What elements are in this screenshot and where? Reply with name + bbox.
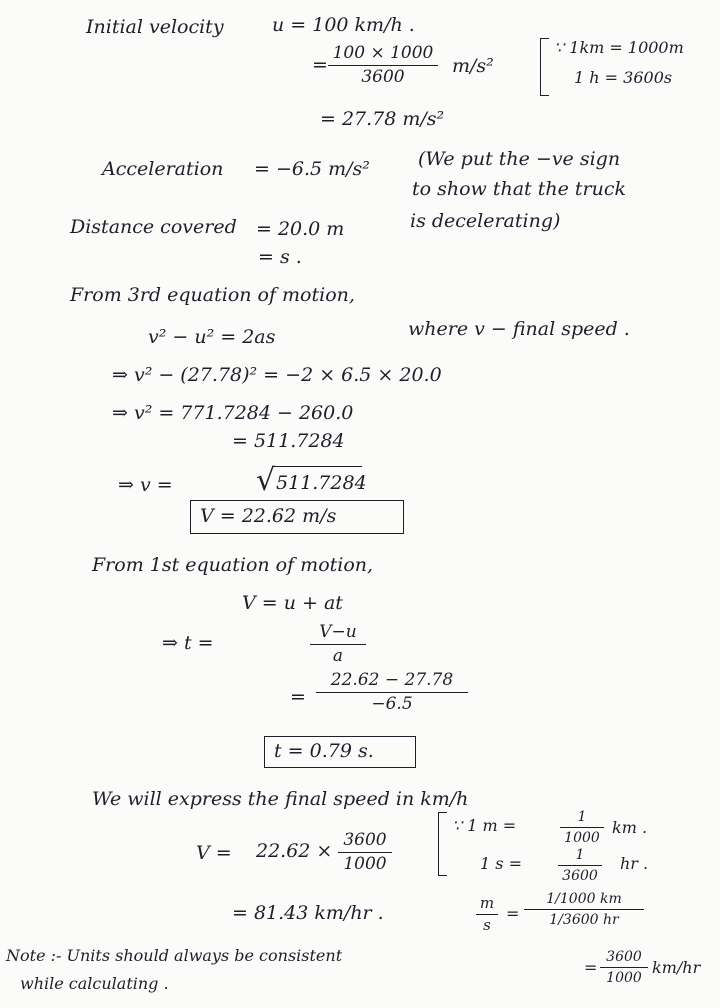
first-equation-formula: V = u + at (242, 592, 343, 614)
conversion-unit: m/s² (452, 55, 494, 77)
kmh-conversion-lead: 22.62 × (256, 840, 333, 862)
acceleration-remark-1: (We put the −ve sign (418, 148, 621, 170)
ms-ratio-final-num: 3600 (606, 949, 642, 965)
conversion-numerator: 100 × 1000 (332, 43, 434, 63)
ms-ratio-final-fraction (600, 950, 648, 985)
conversion-equals: = (312, 54, 328, 76)
ms-ratio-compound-num: 1/1000 km (546, 891, 622, 907)
unit-note-second-unit: hr . (620, 854, 649, 873)
acceleration-remark-3: is decelerating) (410, 210, 561, 232)
unit-note-second-den: 3600 (562, 868, 598, 884)
square-root-sign: √ (256, 463, 276, 498)
express-final-speed: We will express the final speed in km/h (92, 788, 469, 810)
acceleration-remark-2: to show that the truck (412, 178, 626, 200)
note-km: ∵ 1km = 1000m (554, 38, 684, 57)
note-hour: 1 h = 3600s (574, 68, 673, 87)
v-squared-step: ⇒ v² = 771.7284 − 260.0 (112, 402, 354, 424)
time-substitution-equals: = (290, 686, 306, 708)
final-speed-result: V = 22.62 m/s (200, 505, 337, 527)
time-prefix: ⇒ t = (162, 632, 214, 654)
time-numerator: V−u (319, 622, 357, 642)
unit-note-second-num: 1 (575, 847, 585, 863)
ms-ratio-num: m (479, 894, 495, 912)
unit-note-metre-num: 1 (577, 809, 587, 825)
first-equation-title: From 1st equation of motion, (92, 554, 374, 576)
time-substitution-numerator: 22.62 − 27.78 (330, 670, 454, 690)
third-equation-title: From 3rd equation of motion, (70, 284, 355, 306)
v-root-prefix: ⇒ v = (118, 474, 173, 496)
unit-note-second: 1 s = (480, 854, 522, 873)
initial-velocity-ms: = 27.78 m/s² (320, 108, 445, 130)
ms-ratio-final-unit: km/hr (652, 958, 701, 977)
third-equation-formula: v² − u² = 2as (148, 326, 276, 348)
substitution-step: ⇒ v² − (27.78)² = −2 × 6.5 × 20.0 (112, 364, 442, 386)
v-squared-value: = 511.7284 (232, 430, 345, 452)
unit-note-second-fraction (558, 848, 602, 883)
distance-label: Distance covered (70, 216, 237, 238)
footer-note-line-2: while calculating . (20, 974, 169, 993)
acceleration-value: = −6.5 m/s² (254, 158, 370, 180)
ms-ratio-final-equals: = (584, 958, 598, 977)
unit-note-metre: ∵ 1 m = (452, 816, 517, 835)
time-result: t = 0.79 s. (274, 740, 374, 762)
initial-velocity-value: u = 100 km/h . (272, 14, 415, 36)
distance-variable: = s . (258, 246, 302, 268)
ms-ratio-final-den: 1000 (606, 970, 642, 986)
initial-velocity-label: Initial velocity (86, 16, 224, 38)
acceleration-label: Acceleration (102, 158, 224, 180)
conversion-fraction (328, 45, 438, 86)
time-substitution-denominator: −6.5 (371, 694, 413, 714)
time-substitution-fraction (316, 672, 468, 713)
footer-note-line-1: Note :- Units should always be consistent (6, 946, 343, 965)
final-speed-kmh: = 81.43 km/hr . (232, 902, 384, 924)
unit-note-metre-den: 1000 (564, 830, 600, 846)
time-fraction (310, 624, 366, 665)
kmh-conversion-numerator: 3600 (343, 830, 387, 850)
ms-ratio (476, 896, 498, 933)
distance-value: = 20.0 m (256, 218, 345, 240)
ms-ratio-den: s (483, 916, 491, 934)
unit-note-bracket (438, 812, 447, 876)
time-denominator: a (332, 646, 344, 666)
square-root-bar (272, 466, 362, 467)
ms-ratio-compound (524, 892, 644, 927)
conversion-denominator: 3600 (361, 67, 405, 87)
final-speed-definition: where v − final speed . (408, 318, 630, 340)
kmh-conversion-denominator: 1000 (343, 854, 387, 874)
unit-note-metre-unit: km . (612, 818, 648, 837)
ms-ratio-compound-den: 1/3600 hr (549, 912, 619, 928)
kmh-conversion-prefix: V = (196, 842, 232, 864)
kmh-conversion-fraction (338, 832, 392, 873)
v-root-radicand: 511.7284 (276, 472, 367, 494)
ms-ratio-equals: = (506, 904, 520, 923)
unit-note-metre-fraction (560, 810, 604, 845)
note-bracket (540, 38, 549, 96)
